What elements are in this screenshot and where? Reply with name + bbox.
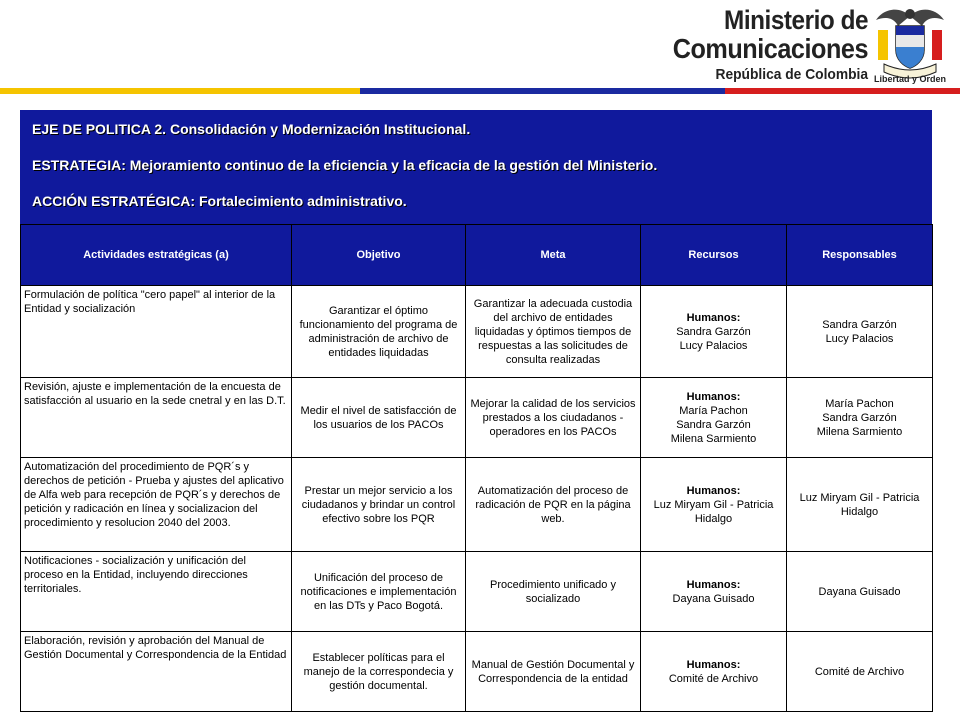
cell-objetivo: Establecer políticas para el manejo de la correspondecia y gestión documental. [292, 632, 466, 712]
flag-yellow [0, 88, 360, 94]
table-row [21, 378, 933, 458]
table-row [21, 286, 933, 378]
recursos-names: Luz Miryam Gil - Patricia Hidalgo [653, 498, 774, 525]
brand-line-1: Ministerio de [723, 5, 868, 35]
policy-banner [20, 110, 932, 224]
header-recursos: Recursos [641, 225, 787, 286]
cell-recursos [641, 378, 787, 458]
recursos-label: Humanos: [686, 484, 741, 497]
recursos-names: Dayana Guisado [672, 592, 755, 605]
recursos-names: Comité de Archivo [668, 672, 759, 685]
cell-responsables: Luz Miryam Gil - Patricia Hidalgo [787, 458, 933, 552]
table-row [21, 632, 933, 712]
header-objetivo: Objetivo [292, 225, 466, 286]
cell-actividad: Elaboración, revisión y aprobación del Manual de Gestión Documental y Correspondencia de la Entidad [21, 632, 292, 712]
cell-meta: Garantizar la adecuada custodia del archivo de entidades liquidadas y óptimos tiempos de respuestas a las solicitudes de consulta realizadas [466, 286, 641, 378]
cell-objetivo: Medir el nivel de satisfacción de los usuarios de los PACOs [292, 378, 466, 458]
table-header-row [21, 225, 933, 286]
header-actividades: Actividades estratégicas (a) [21, 225, 292, 286]
brand-line-3: República de Colombia [715, 66, 868, 83]
recursos-label: Humanos: [686, 658, 741, 671]
table-row [21, 458, 933, 552]
cell-responsables: María Pachon Sandra Garzón Milena Sarmiento [787, 378, 933, 458]
recursos-label: Humanos: [686, 390, 741, 403]
flag-blue [360, 88, 725, 94]
eje-title: EJE DE POLITICA 2. Consolidación y Modernización Institucional. [32, 121, 471, 137]
cell-actividad: Revisión, ajuste e implementación de la encuesta de satisfacción al usuario en la sede cnetral y en las D.T. [21, 378, 292, 458]
cell-objetivo: Prestar un mejor servicio a los ciudadanos y brindar un control efectivo sobre los PQR [292, 458, 466, 552]
cell-meta: Manual de Gestión Documental y Correspondencia de la entidad [466, 632, 641, 712]
cell-actividad: Formulación de política "cero papel" al interior de la Entidad y socialización [21, 286, 292, 378]
flag-red [725, 88, 960, 94]
cell-meta: Automatización del proceso de radicación de PQR en la página web. [466, 458, 641, 552]
cell-meta: Mejorar la calidad de los servicios prestados a los ciudadanos - operadores en los PACOs [466, 378, 641, 458]
recursos-label: Humanos: [686, 578, 741, 591]
cell-actividad: Notificaciones - socialización y unificación del proceso en la Entidad, incluyendo direcciones territoriales. [21, 552, 292, 632]
cell-recursos [641, 286, 787, 378]
table-row [21, 552, 933, 632]
cell-responsables: Sandra Garzón Lucy Palacios [787, 286, 933, 378]
cell-objetivo: Garantizar el óptimo funcionamiento del programa de administración de archivo de entidades liquidadas [292, 286, 466, 378]
recursos-label: Humanos: [686, 311, 741, 324]
recursos-names: Sandra Garzón Lucy Palacios [676, 325, 751, 352]
cell-actividad: Automatización del procedimiento de PQR´s y derechos de petición - Prueba y ajustes del aplicativo de Alfa web para recepción de PQR´s y derechos de petición y radicación en línea y socializacion del procedimiento y resolucion 2040 del 2003. [21, 458, 292, 552]
flag-stripe [0, 88, 960, 94]
cell-meta: Procedimiento unificado y socializado [466, 552, 641, 632]
header-responsables: Responsables [787, 225, 933, 286]
header-meta: Meta [466, 225, 641, 286]
cell-responsables: Dayana Guisado [787, 552, 933, 632]
cell-recursos [641, 632, 787, 712]
activities-table [20, 224, 933, 712]
crest-motto: Libertad y Orden [873, 74, 946, 84]
brand-line-2: Comunicaciones [672, 33, 868, 64]
cell-objetivo: Unificación del proceso de notificaciones e implementación en las DTs y Paco Bogotá. [292, 552, 466, 632]
estrategia-title: ESTRATEGIA: Mejoramiento continuo de la eficiencia y la eficacia de la gestión del Ministerio. [32, 157, 658, 173]
recursos-names: María Pachon Sandra Garzón Milena Sarmiento [670, 404, 757, 445]
ministry-logo-text [651, 6, 868, 84]
accion-title: ACCIÓN ESTRATÉGICA: Fortalecimiento administrativo. [32, 193, 407, 209]
cell-recursos [641, 458, 787, 552]
cell-recursos [641, 552, 787, 632]
cell-responsables: Comité de Archivo [787, 632, 933, 712]
